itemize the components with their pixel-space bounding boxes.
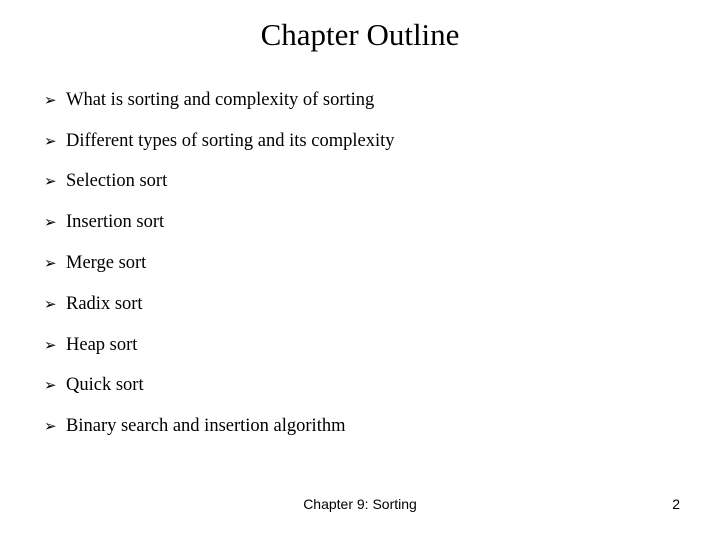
- outline-item-label: Quick sort: [66, 375, 144, 396]
- slide-title: Chapter Outline: [260, 17, 460, 52]
- outline-item: [44, 243, 394, 284]
- outline-item: [44, 325, 394, 366]
- outline-item-label: Merge sort: [66, 253, 147, 274]
- outline-item: [44, 284, 394, 325]
- outline-item: [44, 121, 394, 162]
- arrow-bullet-icon: ➢: [44, 213, 57, 232]
- arrow-bullet-icon: ➢: [44, 417, 57, 436]
- outline-item-label: Insertion sort: [66, 212, 165, 233]
- outline-list: [44, 80, 394, 447]
- outline-item-label: Different types of sorting and its complexity: [66, 130, 395, 151]
- outline-item: [44, 406, 394, 447]
- arrow-bullet-icon: ➢: [44, 294, 57, 313]
- outline-item-label: Heap sort: [66, 334, 138, 355]
- arrow-bullet-icon: ➢: [44, 254, 57, 273]
- outline-item-label: Radix sort: [66, 293, 143, 314]
- outline-item-label: Binary search and insertion algorithm: [66, 416, 346, 437]
- outline-item-label: What is sorting and complexity of sorting: [66, 89, 375, 110]
- outline-item: [44, 366, 394, 407]
- footer-chapter-label: Chapter 9: Sorting: [303, 496, 417, 512]
- arrow-bullet-icon: ➢: [44, 131, 57, 150]
- outline-item-label: Selection sort: [66, 171, 168, 192]
- outline-item: [44, 202, 394, 243]
- outline-item: [44, 162, 394, 203]
- arrow-bullet-icon: ➢: [44, 335, 57, 354]
- page-number: 2: [672, 496, 680, 512]
- arrow-bullet-icon: ➢: [44, 172, 57, 191]
- outline-item: [44, 80, 394, 121]
- arrow-bullet-icon: ➢: [44, 376, 57, 395]
- arrow-bullet-icon: ➢: [44, 90, 57, 109]
